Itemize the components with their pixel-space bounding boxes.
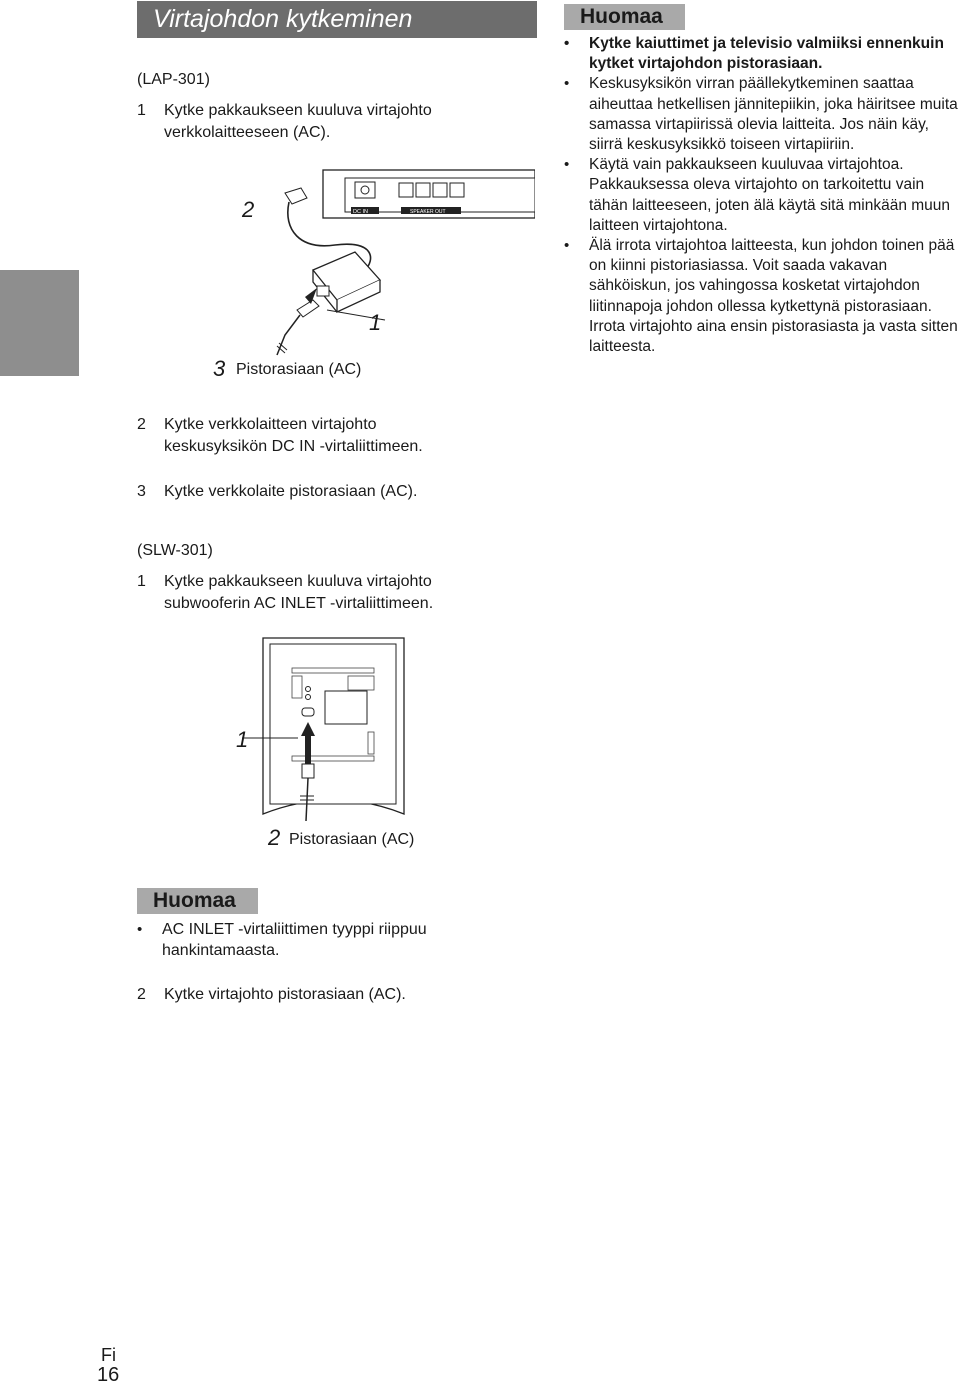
slw-step-2 [137, 984, 497, 1006]
note-item: • Älä irrota virtajohtoa laitteesta, kun johdon toinen pää on kiinni pistoriasiassa. Voit saada vakavan sähköiskun, jos vahingossa kosketat virtajohdon liitinnapoja johdon ollessa kytkettynä pistorasiaan. Irrota virtajohto aina ensin pistorasiasta ja vasta sitten laitteesta. [564, 236, 960, 357]
callout-1: 1 [369, 310, 382, 335]
section-side-tab [0, 270, 79, 376]
slw-note-list [137, 919, 497, 961]
note-item: • Kytke kaiuttimet ja televisio valmiiksi ennenkuin kytket virtajohdon pistorasiaan. [564, 34, 960, 74]
page-number: 16 [97, 1364, 120, 1386]
speaker-out-label: SPEAKER OUT [410, 209, 446, 215]
callout-3: 3 [213, 356, 226, 381]
note-item: • AC INLET -virtaliittimen tyyppi riippuu hankintamaasta. [137, 919, 497, 961]
slw-model-heading: (SLW-301) [137, 542, 213, 559]
page-language: Fi [101, 1345, 116, 1365]
slw-note-heading: Huomaa [137, 888, 258, 914]
step-number: 1 [137, 573, 146, 590]
note-item: • Käytä vain pakkaukseen kuuluvaa virtajohtoa. Pakkauksessa oleva virtajohto on tarkoitettu vain tähän laitteeseen, joten älä käytä sitä minkään muun laitteen virtajohtona. [564, 155, 960, 236]
note-heading: Huomaa [564, 4, 685, 30]
step-number: 2 [137, 416, 146, 433]
lap-connection-illustration [205, 160, 535, 385]
lap-connection-figure [205, 160, 535, 385]
page-title-bar [137, 1, 537, 38]
slw-step-1 [137, 571, 497, 615]
step-number: 1 [137, 102, 146, 119]
note-list [564, 34, 960, 357]
step-number: 2 [137, 986, 146, 1003]
outlet-label: Pistorasiaan (AC) [236, 361, 362, 378]
note-item: • Keskusyksikön virran päällekytkeminen saattaa aiheuttaa hetkellisen jännitepiikin, joka häiritsee muita samassa virtapiirissä olevia laitteita. Jos näin käy, siirrä keskusyksikkö toiseen virtapiiriin. [564, 74, 960, 155]
slw-connection-figure [230, 636, 430, 851]
lap-step-3 [137, 481, 497, 503]
step-text: Kytke pakkaukseen kuuluva virtajohto subwooferin AC INLET -virtaliittimeen. [164, 573, 434, 612]
lap-step-2 [137, 414, 497, 458]
slw-callout-2: 2 [268, 825, 281, 850]
step-text: Kytke verkkolaitteen virtajohto keskusyksikön DC IN -virtaliittimeen. [164, 416, 423, 455]
subwoofer-illustration [230, 636, 430, 821]
step-number: 3 [137, 483, 146, 500]
step-text: Kytke pakkaukseen kuuluva virtajohto verkkolaitteeseen (AC). [164, 102, 432, 141]
slw-callout-1: 1 [236, 727, 249, 752]
callout-2: 2 [242, 197, 255, 222]
page-title: Virtajohdon kytkeminen [153, 5, 413, 33]
step-text: Kytke virtajohto pistorasiaan (AC). [164, 986, 406, 1003]
lap-model-heading: (LAP-301) [137, 71, 210, 88]
slw-outlet-label: Pistorasiaan (AC) [289, 831, 415, 848]
lap-step-1 [137, 100, 497, 144]
step-text: Kytke verkkolaite pistorasiaan (AC). [164, 483, 418, 500]
dc-in-port-label: DC IN [353, 209, 368, 215]
